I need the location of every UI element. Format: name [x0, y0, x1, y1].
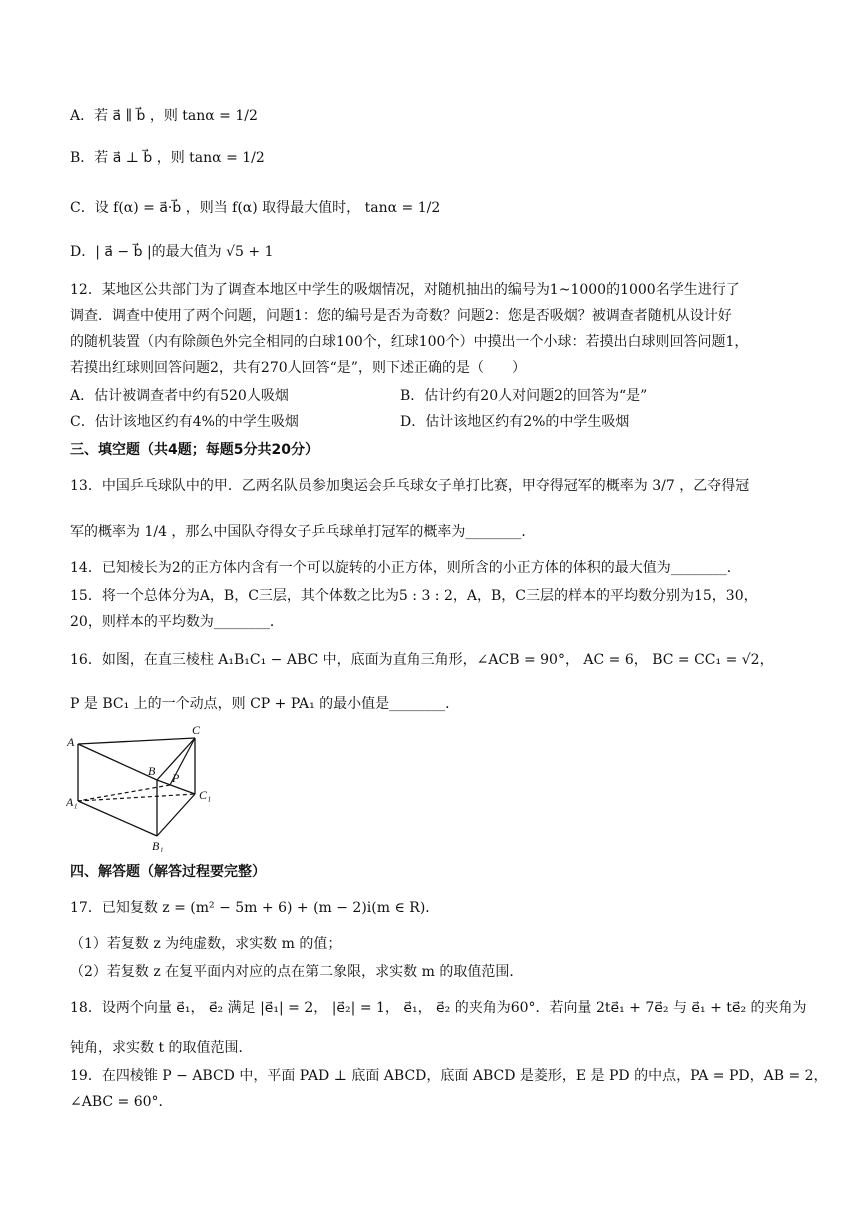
edge-b1c1 [157, 794, 195, 836]
question-12-option-a: A．估计被调查者中约有520人吸烟 [70, 388, 289, 404]
question-14: 14．已知棱长为2的正方体内含有一个可以旋转的小正方体，则所含的小正方体的体积的最大值为________． [70, 560, 741, 576]
question-12-option-c: C．估计该地区约有4%的中学生吸烟 [70, 414, 299, 430]
prism-figure [66, 724, 226, 852]
option-11-d: D．| a⃗ − b⃗ |的最大值为 √5 + 1 [70, 244, 274, 260]
question-12-option-d: D．估计该地区约有2%的中学生吸烟 [400, 414, 630, 430]
question-12-line-3: 的随机装置（内有除颜色外完全相同的白球100个，红球100个）中摸出一个小球：若摸出白球则回答问题1， [70, 334, 749, 350]
question-12-option-b: B．估计约有20人对问题2的回答为“是” [400, 388, 648, 404]
section-3-heading: 三、填空题（共4题；每题5分共20分） [70, 442, 319, 458]
question-18-line-1: 18．设两个向量 e⃗₁， e⃗₂ 满足 |e⃗₁| = 2， |e⃗₂| = 1， e⃗₁， e⃗₂ 的夹角为60°．若向量 2te⃗₁ + 7e⃗₂ 与 e⃗₁ + te⃗₂ 的夹角为 [70, 1000, 807, 1016]
label-c: C [192, 724, 201, 737]
question-17-part-1: （1）若复数 z 为纯虚数，求实数 m 的值； [70, 936, 342, 952]
question-19-line-2: ∠ABC = 60°． [70, 1094, 173, 1110]
question-12-line-2: 调查．调查中使用了两个问题，问题1：您的编号是否为奇数？问题2：您是否吸烟？被调查者随机从设计好 [70, 308, 732, 324]
option-11-a: A．若 a⃗ ∥ b⃗ ，则 tanα = 1/2 [70, 108, 258, 124]
label-a: A [67, 735, 75, 749]
question-17-part-2: （2）若复数 z 在复平面内对应的点在第二象限，求实数 m 的取值范围． [70, 964, 524, 980]
option-11-c: C．设 f(α) = a⃗·b⃗ ，则当 f(α) 取得最大值时， tanα = 1/2 [70, 200, 441, 216]
question-12-line-1: 12．某地区公共部门为了调查本地区中学生的吸烟情况，对随机抽出的编号为1~1000的1000名学生进行了 [70, 282, 740, 298]
question-15-line-2: 20，则样本的平均数为________． [70, 614, 284, 630]
edge-a1c1-hidden [78, 794, 195, 801]
edge-a1b1 [78, 801, 157, 836]
question-16-line-2: P 是 BC₁ 上的一个动点，则 CP + PA₁ 的最小值是________． [70, 696, 460, 712]
label-b1: B₁ [152, 839, 164, 852]
question-18-line-2: 钝角，求实数 t 的取值范围． [70, 1040, 253, 1056]
question-15-line-1: 15．将一个总体分为A，B，C三层，其个体数之比为5 : 3 : 2，A，B，C三层的样本的平均数分别为15，30， [70, 588, 758, 604]
label-a1: A₁ [66, 795, 78, 809]
question-19-line-1: 19．在四棱锥 P − ABCD 中，平面 PAD ⊥ 底面 ABCD，底面 ABCD 是菱形，E 是 PD 的中点，PA = PD，AB = 2， [70, 1068, 828, 1084]
segment-pa1-hidden [78, 785, 170, 801]
option-11-b: B．若 a⃗ ⊥ b⃗ ，则 tanα = 1/2 [70, 150, 265, 166]
question-13-line-2: 军的概率为 1/4 ，那么中国队夺得女子乒乓球单打冠军的概率为________． [70, 524, 536, 540]
question-13-line-1: 13．中国乒乓球队中的甲．乙两名队员参加奥运会乒乓球女子单打比赛，甲夺得冠军的概率为 3/7 ，乙夺得冠 [70, 478, 750, 494]
question-12-line-4: 若摸出红球则回答问题2，共有270人回答“是”，则下述正确的是（ ） [70, 360, 526, 376]
edge-ab [78, 744, 157, 780]
section-4-heading: 四、解答题（解答过程要完整） [70, 864, 266, 880]
label-p: P [172, 771, 180, 785]
label-b: B [148, 764, 156, 778]
question-17-stem: 17．已知复数 z = (m² − 5m + 6) + (m − 2)i(m ∈ R)． [70, 900, 440, 916]
label-c1: C₁ [199, 788, 212, 802]
question-16-line-1: 16．如图，在直三棱柱 A₁B₁C₁ − ABC 中，底面为直角三角形，∠ACB = 90°， AC = 6， BC = CC₁ = √2， [70, 652, 774, 668]
edge-ac [78, 738, 195, 744]
